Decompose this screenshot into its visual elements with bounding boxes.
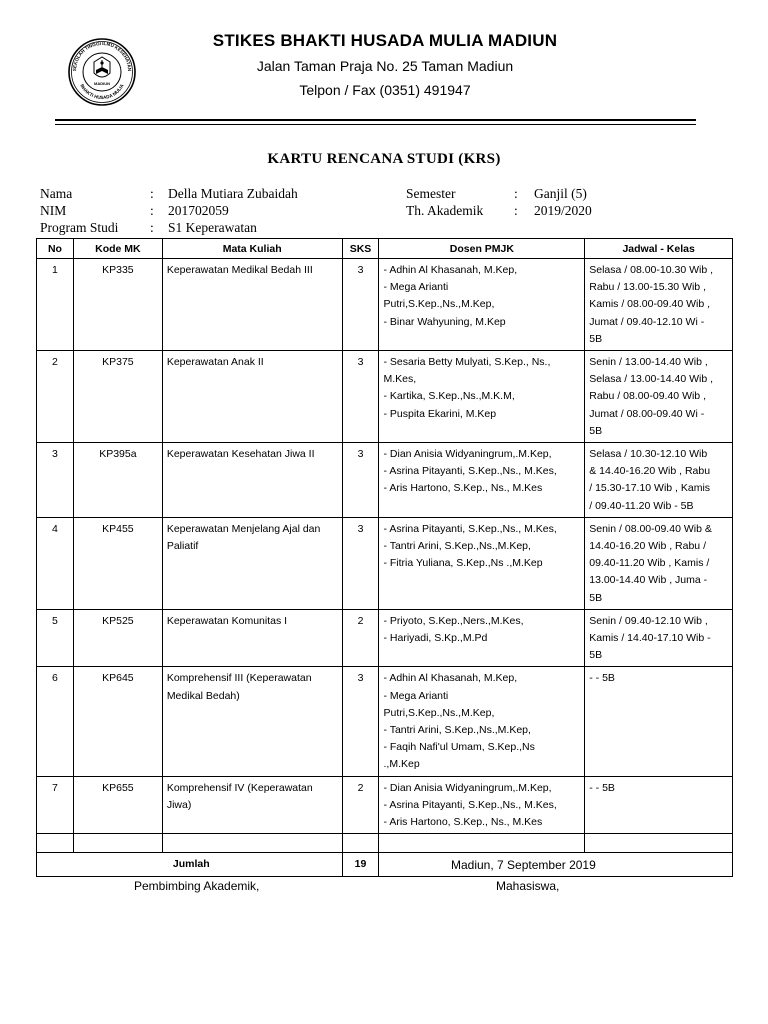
cell-mata-kuliah <box>162 667 342 776</box>
svg-text:SEKOLAH TINGGI ILMU KESEHATAN: SEKOLAH TINGGI ILMU KESEHATAN <box>71 40 133 72</box>
cell-dosen-line: Putri,S.Kep.,Ns.,M.Kep, <box>383 298 495 311</box>
cell-dosen-line: - Puspita Ekarini, M.Kep <box>383 407 497 420</box>
institution-name: STIKES BHAKTI HUSADA MULIA MADIUN <box>212 31 558 50</box>
colon: : <box>150 203 154 218</box>
header-mata-kuliah: Mata Kuliah <box>162 239 342 259</box>
cell-jadwal <box>585 517 733 609</box>
table-body <box>37 259 733 834</box>
advisor-signature-label: Pembimbing Akademik, <box>134 879 260 893</box>
cell-dosen <box>379 609 585 667</box>
cell-mata-kuliah-line: Jiwa) <box>166 798 192 811</box>
cell-jadwal <box>585 609 733 667</box>
cell-dosen <box>379 259 585 351</box>
cell-jadwal-line: Jumat / 08.00-09.40 Wi - <box>589 407 705 420</box>
cell-dosen-line: - Asrina Pitayanti, S.Kep.,Ns., M.Kes, <box>383 798 557 811</box>
cell-sks: 3 <box>342 517 379 609</box>
cell-jadwal-line: Kamis / 08.00-09.40 Wib , <box>589 298 711 311</box>
cell-dosen-line: - Hariyadi, S.Kp.,M.Pd <box>383 632 488 645</box>
cell-sks: 2 <box>342 609 379 667</box>
header-no: No <box>37 239 74 259</box>
cell-jadwal-line: / 09.40-11.20 Wib - 5B <box>589 499 694 512</box>
institution-phone: Telpon / Fax (0351) 491947 <box>299 82 471 98</box>
semester-label: Semester <box>406 186 456 201</box>
student-name: Della Mutiara Zubaidah <box>168 186 298 201</box>
cell-dosen <box>379 443 585 518</box>
cell-no: 7 <box>37 776 74 834</box>
table-row <box>37 351 733 443</box>
total-label: Jumlah <box>37 853 343 876</box>
student-signature-label: Mahasiswa, <box>496 879 560 893</box>
cell-mata-kuliah-line: Komprehensif IV (Keperawatan <box>166 781 313 794</box>
table-row <box>37 259 733 351</box>
colon: : <box>514 203 518 218</box>
cell-mata-kuliah-line: Keperawatan Anak II <box>166 356 264 369</box>
cell-mata-kuliah <box>162 776 342 834</box>
table-header-row <box>37 239 733 259</box>
program-value: S1 Keperawatan <box>168 220 257 235</box>
colon: : <box>150 220 154 235</box>
cell-jadwal <box>585 667 733 776</box>
name-label: Nama <box>40 186 73 201</box>
cell-jadwal-line: Senin / 09.40-12.10 Wib , <box>589 614 708 627</box>
table-row-empty <box>37 834 733 853</box>
cell-mata-kuliah <box>162 259 342 351</box>
cell-dosen-line: - Adhin Al Khasanah, M.Kep, <box>383 264 518 276</box>
cell-dosen-line: - Dian Anisia Widyaningrum,.M.Kep, <box>383 781 552 794</box>
cell-dosen-line: - Mega Arianti <box>383 689 449 702</box>
cell-kode-mk: KP655 <box>73 776 162 834</box>
cell-dosen-line: - Aris Hartono, S.Kep., Ns., M.Kes <box>383 482 543 495</box>
cell-kode-mk: KP645 <box>73 667 162 776</box>
semester-value: Ganjil (5) <box>534 186 587 201</box>
colon: : <box>150 186 154 201</box>
cell-jadwal-line: 5B <box>589 591 603 604</box>
cell-jadwal-line: - - 5B <box>589 781 615 794</box>
cell-mata-kuliah-line: Keperawatan Menjelang Ajal dan <box>166 522 321 535</box>
cell-jadwal-line: / 15.30-17.10 Wib , Kamis <box>589 482 711 495</box>
cell-mata-kuliah-line: Keperawatan Kesehatan Jiwa II <box>166 448 315 461</box>
colon: : <box>514 186 518 201</box>
institution-address: Jalan Taman Praja No. 25 Taman Madiun <box>256 58 514 74</box>
nim-label: NIM <box>40 203 67 218</box>
cell-dosen-line: - Asrina Pitayanti, S.Kep.,Ns., M.Kes, <box>383 465 557 478</box>
cell-jadwal-line: Selasa / 08.00-10.30 Wib , <box>589 264 713 276</box>
header-jadwal: Jadwal - Kelas <box>585 239 733 259</box>
cell-dosen-line: - Binar Wahyuning, M.Kep <box>383 315 506 328</box>
cell-sks: 3 <box>342 443 379 518</box>
cell-dosen <box>379 517 585 609</box>
institution-logo <box>67 29 137 115</box>
cell-jadwal-line: 5B <box>589 424 603 437</box>
document-title: KARTU RENCANA STUDI (KRS) <box>267 151 501 167</box>
cell-jadwal-line: Rabu / 13.00-15.30 Wib , <box>589 281 706 294</box>
cell-dosen-line: - Faqih Nafi'ul Umam, S.Kep.,Ns <box>383 741 535 754</box>
cell-jadwal <box>585 351 733 443</box>
cell-no: 6 <box>37 667 74 776</box>
student-nim: 201702059 <box>168 203 229 218</box>
cell-mata-kuliah-line: Medikal Bedah) <box>166 689 240 702</box>
cell-jadwal-line: Kamis / 14.40-17.10 Wib - <box>589 632 711 645</box>
cell-dosen-line: - Asrina Pitayanti, S.Kep.,Ns., M.Kes, <box>383 522 557 535</box>
table-row <box>37 609 733 667</box>
cell-dosen <box>379 667 585 776</box>
cell-kode-mk: KP455 <box>73 517 162 609</box>
cell-mata-kuliah <box>162 609 342 667</box>
cell-dosen-line: - Kartika, S.Kep.,Ns.,M.K.M, <box>383 390 515 403</box>
cell-jadwal-line: Senin / 13.00-14.40 Wib , <box>589 356 708 369</box>
program-label: Program Studi <box>40 220 119 235</box>
cell-dosen-line: - Tantri Arini, S.Kep.,Ns.,M.Kep, <box>383 724 531 737</box>
emblem-icon <box>94 57 110 77</box>
table-row <box>37 443 733 518</box>
cell-kode-mk: KP375 <box>73 351 162 443</box>
cell-jadwal-line: Selasa / 13.00-14.40 Wib , <box>589 373 713 386</box>
cell-sks: 2 <box>342 776 379 834</box>
cell-jadwal-line: Jumat / 09.40-12.10 Wi - <box>589 315 705 328</box>
table-row <box>37 776 733 834</box>
cell-mata-kuliah-line: Komprehensif III (Keperawatan <box>166 672 312 685</box>
header-divider-thick <box>55 119 696 121</box>
cell-jadwal-line: 13.00-14.40 Wib , Juma - <box>589 574 708 587</box>
cell-kode-mk: KP525 <box>73 609 162 667</box>
cell-dosen-line: M.Kes, <box>383 373 417 386</box>
cell-jadwal-line: - - 5B <box>589 672 615 685</box>
cell-jadwal-line: Rabu / 08.00-09.40 Wib , <box>589 390 706 403</box>
cell-sks: 3 <box>342 351 379 443</box>
cell-jadwal <box>585 776 733 834</box>
cell-no: 5 <box>37 609 74 667</box>
cell-no: 1 <box>37 259 74 351</box>
cell-dosen <box>379 351 585 443</box>
cell-mata-kuliah <box>162 517 342 609</box>
cell-jadwal-line: 5B <box>589 649 603 662</box>
svg-text:BHAKTI HUSADA MULIA: BHAKTI HUSADA MULIA <box>79 83 125 101</box>
cell-dosen-line: - Mega Arianti <box>383 281 449 294</box>
cell-dosen-line: - Adhin Al Khasanah, M.Kep, <box>383 672 518 685</box>
cell-jadwal-line: 5B <box>589 332 603 345</box>
cell-jadwal <box>585 443 733 518</box>
cell-jadwal-line: 14.40-16.20 Wib , Rabu / <box>589 540 706 553</box>
cell-no: 3 <box>37 443 74 518</box>
cell-dosen-line: .,M.Kep <box>383 758 420 771</box>
header-kode-mk: Kode MK <box>73 239 162 259</box>
cell-no: 2 <box>37 351 74 443</box>
cell-no: 4 <box>37 517 74 609</box>
cell-jadwal <box>585 259 733 351</box>
cell-dosen-line: - Tantri Arini, S.Kep.,Ns.,M.Kep, <box>383 540 531 553</box>
cell-mata-kuliah-line: Keperawatan Medikal Bedah III <box>166 264 313 276</box>
cell-dosen-line: - Priyoto, S.Kep.,Ners.,M.Kes, <box>383 614 524 627</box>
cell-jadwal-line: Selasa / 10.30-12.10 Wib <box>589 448 708 461</box>
academic-year-value: 2019/2020 <box>534 203 592 218</box>
cell-dosen <box>379 776 585 834</box>
header-dosen: Dosen PMJK <box>379 239 585 259</box>
cell-mata-kuliah <box>162 443 342 518</box>
cell-kode-mk: KP395a <box>73 443 162 518</box>
cell-mata-kuliah-line: Keperawatan Komunitas I <box>166 614 288 627</box>
cell-jadwal-line: Senin / 08.00-09.40 Wib & <box>589 522 712 535</box>
header-divider-thin <box>55 124 696 125</box>
table-row <box>37 517 733 609</box>
cell-jadwal-line: & 14.40-16.20 Wib , Rabu <box>589 465 711 478</box>
cell-sks: 3 <box>342 259 379 351</box>
total-sks: 19 <box>342 853 379 876</box>
krs-table <box>36 238 733 877</box>
academic-year-label: Th. Akademik <box>406 203 484 218</box>
svg-text:MADIUN: MADIUN <box>94 81 110 86</box>
table-row <box>37 667 733 776</box>
cell-dosen-line: - Aris Hartono, S.Kep., Ns., M.Kes <box>383 816 543 829</box>
cell-kode-mk: KP335 <box>73 259 162 351</box>
cell-dosen-line: Putri,S.Kep.,Ns.,M.Kep, <box>383 706 495 719</box>
cell-mata-kuliah-line: Paliatif <box>166 540 199 553</box>
cell-dosen-line: - Fitria Yuliana, S.Kep.,Ns .,M.Kep <box>383 557 543 570</box>
signature-place-date: Madiun, 7 September 2019 <box>451 858 596 872</box>
cell-dosen-line: - Sesaria Betty Mulyati, S.Kep., Ns., <box>383 356 551 369</box>
cell-sks: 3 <box>342 667 379 776</box>
cell-mata-kuliah <box>162 351 342 443</box>
table-total-row <box>37 853 733 876</box>
cell-dosen-line: - Dian Anisia Widyaningrum,.M.Kep, <box>383 448 552 461</box>
header-sks: SKS <box>342 239 379 259</box>
cell-jadwal-line: 09.40-11.20 Wib , Kamis / <box>589 557 710 570</box>
